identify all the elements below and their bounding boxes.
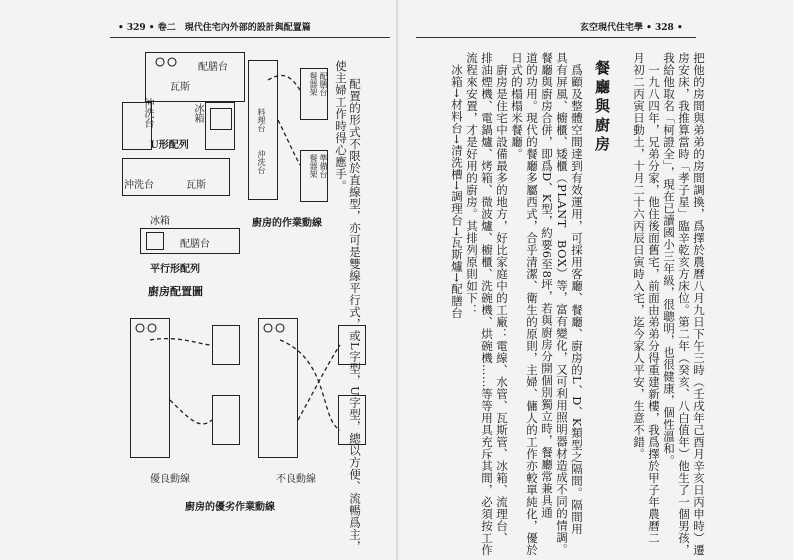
body-column-7: 排油煙機、電鍋爐、烤箱、微波爐、櫥櫃、洗碗機、烘碗機……等等用具充斥其間，必須按工作 — [480, 52, 494, 556]
u-label-gas: 瓦斯 — [170, 82, 190, 93]
intro-column-1: 把他的房間與弟弟的房間調換，爲擇於農曆八月九日下午三時（壬戌年己酉月辛亥日丙申時）遷 — [692, 52, 706, 556]
flow-label-ready: 準備台 — [319, 154, 328, 178]
flow-label-serving: 配膳台 — [319, 72, 328, 96]
flow-caption: 廚房的作業動線 — [252, 218, 322, 229]
section-title: 餐廳與廚房 — [593, 60, 611, 155]
good-bad-caption: 廚房的優劣作業動線 — [185, 502, 275, 513]
intro-column-5: 月初二丙寅日動土，十月二十六丙辰日寅時入宅，迄今家人平安，生意不錯。 — [632, 52, 646, 460]
right-page-header: 玄空現代住宅學 • 328 • — [580, 23, 683, 33]
parallel-caption: 平行形配列 — [150, 264, 200, 275]
body-column-9: 冰箱→材料台→清洗槽→調理台→瓦斯爐→配膳台 — [450, 64, 464, 319]
flow-label-prep: 料理台 — [257, 108, 266, 132]
body-column-4: 道的功用。現代的餐廳多屬西式，合乎清潔、衛生的原則，主婦、傭人的工作亦較單純化，優於 — [525, 52, 539, 556]
intro-column-3: 我給他取名「柯證全」，現在已讀國小三年級，很聰明，也很健康，個性溫和。 — [662, 52, 676, 467]
body-column-1: 爲顧及整體空間達到有效運用，可採用客廳、餐廳、廚房的L、D、K類型之隔間。隔間用 — [570, 64, 584, 535]
u-label-serving: 配膳台 — [198, 62, 228, 73]
parallel-label-fridge: 冰箱 — [150, 216, 170, 227]
body-column-8: 流程來安置，才是好用的廚房。其排列原則如下： — [465, 52, 479, 316]
right-page — [400, 0, 793, 560]
good-flow-label: 優良動線 — [150, 474, 190, 485]
flow-label-dish-rack-1: 餐器架 — [309, 72, 318, 96]
body-column-5: 日式的榻榻米餐廳。 — [510, 52, 524, 160]
parallel-label-serving: 配膳台 — [180, 239, 210, 250]
left-body-column-2: 使主婦工作時得心應手。 — [334, 60, 348, 192]
u2-label-sink: 沖洗台 — [124, 180, 154, 191]
u2-label-gas: 瓦斯 — [186, 180, 206, 191]
left-page-header: • 329 • 卷二 現代住宅內外部的設計與配置篇 — [118, 23, 311, 33]
right-header-rule — [416, 37, 696, 38]
u-caption: U形配列 — [150, 140, 189, 151]
flow-label-sink: 沖洗台 — [257, 150, 266, 174]
intro-column-4: 一九八四年，兄弟分家，他住後面舊宅，前面由弟弟分得重建新樓，我爲擇於甲子年農曆二 — [647, 64, 661, 544]
flow-label-dish-rack-2: 餐器架 — [309, 154, 318, 178]
u-label-sink: 沖洗台 — [142, 98, 153, 128]
bad-flow-label: 不良動線 — [276, 474, 316, 485]
body-column-2: 具有屏風、櫥櫃、矮櫃（PLANT BOX）等，富有變化，又可利用照明器材造成不同的情調。 — [555, 52, 569, 556]
body-column-6: 廚房是住宅中設備最多的地方，好比家庭中的工廠：電線、水管、瓦斯管、冰箱、流理台、 — [495, 64, 509, 544]
layout-diagram-title: 廚房配置圖 — [148, 285, 203, 298]
left-body-column-1: 配置的形式不限於直線型，亦可是雙線平行式，或L字型，U字型，總以方便、流暢爲主， — [348, 78, 362, 553]
body-column-3: 餐廳與廚房合併，即爲D、K型，約要6至8坪，若與廚房分開個別獨立時，餐廳常兼具通 — [540, 52, 554, 519]
u-label-fridge: 冰箱 — [192, 103, 203, 123]
intro-column-2: 房安床，我推算當時「孝子星」臨辛乾亥方床位。第二年（癸亥、八白值年）他生了一個男孩， — [677, 52, 691, 556]
